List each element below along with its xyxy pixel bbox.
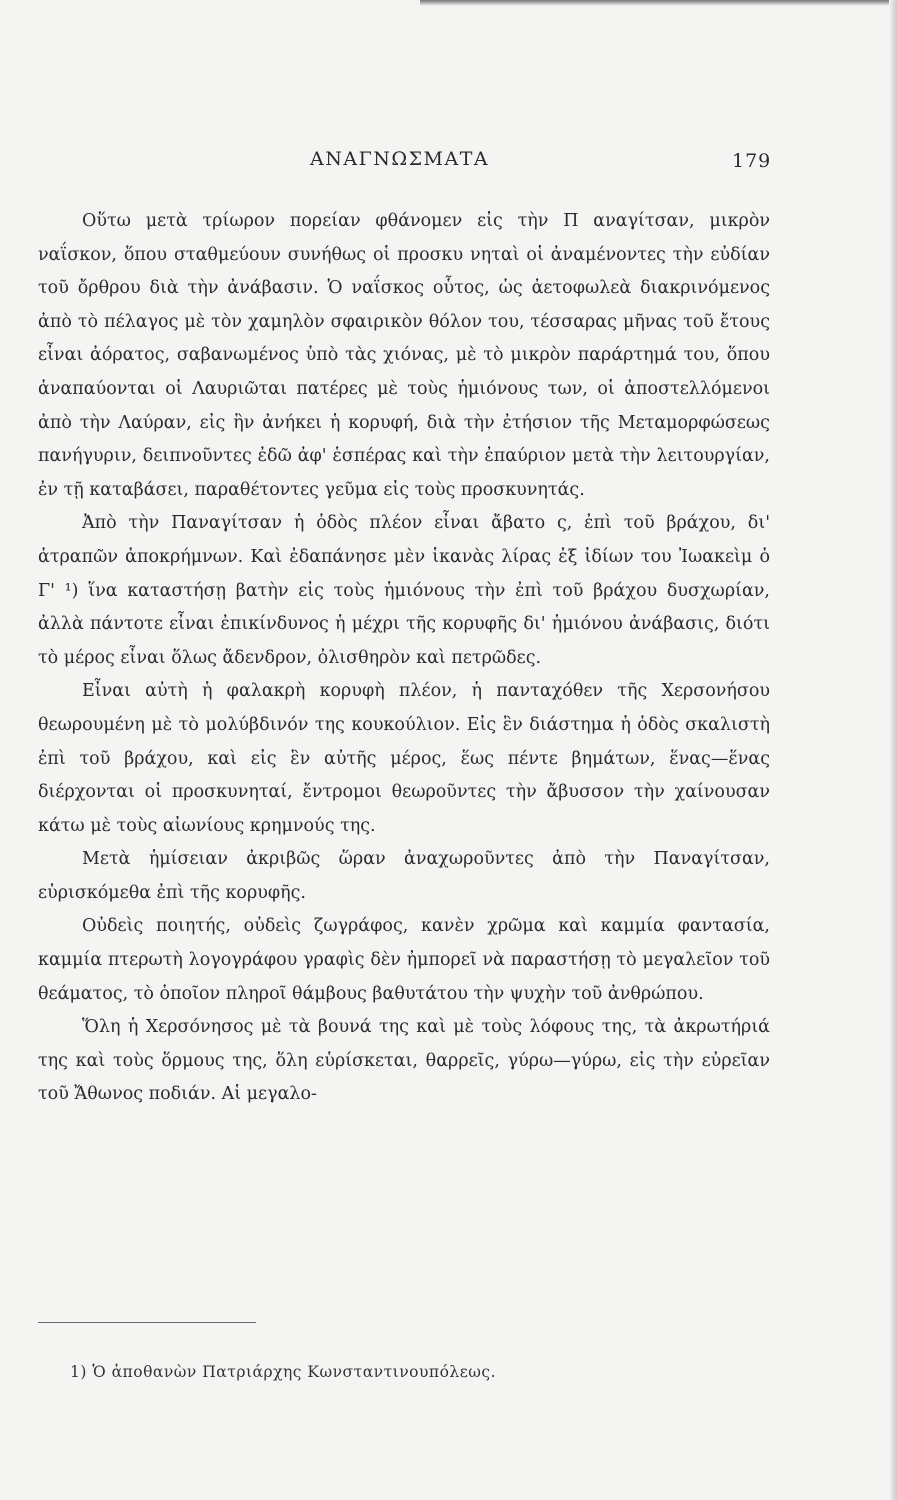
page-top-shadow [420, 0, 897, 6]
footnote: 1) Ὁ ἀποθανὼν Πατριάρχης Κωνσταντινουπόλεως. [70, 1363, 497, 1381]
paragraph: Ὅλη ἡ Χερσόνησος μὲ τὰ βουνά της καὶ μὲ τοὺς λόφους της, τὰ ἀκρωτήριά της καὶ τοὺς ὅρμους της, ὅλη εὑρίσκεται, θαρρεῖς, γύρω—γύρω, εἰς τὴν εὐρεῖαν τοῦ Ἄθωνος ποδιάν. Αἱ μεγαλο- [38, 1017, 770, 1105]
footnote-divider [38, 1322, 256, 1323]
paragraph: Οὕτω μετὰ τρίωρον πορείαν φθάνομεν εἰς τὴν Π αναγίτσαν, μικρὸν ναΐσκον, ὅπου σταθμεύουν συνήθως οἱ προσκυ νηταὶ οἱ ἀναμένοντες τὴν εὐδίαν τοῦ ὄρθρου διὰ τὴν ἀνάβασιν. Ὁ ναΐσκος οὗτος, ὡς ἀετοφωλεὰ διακρινόμενος ἀπὸ τὸ πέλαγος μὲ τὸν χαμηλὸν σφαιρικὸν θόλον του, τέσσαρας μῆνας τοῦ ἔτους εἶναι ἀόρατος, σαβανωμένος ὑπὸ τὰς χιόνας, μὲ τὸ μικρὸν παράρτημά του, ὅπου ἀναπαύονται οἱ Λαυριῶται πατέρες μὲ τοὺς ἡμιόνους των, οἱ ἀποστελλόμενοι ἀπὸ τὴν Λαύραν, εἰς ἣν ἀνήκει ἡ κορυφή, διὰ τὴν ἐτήσιον τῆς Μεταμορφώσεως πανήγυριν, δειπνοῦντες ἐδῶ ἀφ' ἑσπέρας καὶ τὴν ἐπαύριον μετὰ τὴν λειτουργίαν, ἐν τῇ καταβάσει, παραθέτοντες γεῦμα εἰς τοὺς προσκυνητάς. [38, 211, 770, 500]
page-right-edge [889, 0, 897, 1500]
paragraph: Μετὰ ἡμίσειαν ἀκριβῶς ὥραν ἀναχωροῦντες ἀπὸ τὴν Παναγίτσαν, εὑρισκόμεθα ἐπὶ τῆς κορυφῆς. [38, 849, 770, 903]
paragraph: Οὐδεὶς ποιητής, οὐδεὶς ζωγράφος, κανὲν χρῶμα καὶ καμμία φαντασία, καμμία πτερωτὴ λογογράφου γραφὶς δὲν ἠμπορεῖ νὰ παραστήσῃ τὸ μεγαλεῖον τοῦ θεάματος, τὸ ὁποῖον πληροῖ θάμβους βαθυτάτου τὴν ψυχὴν τοῦ ἀνθρώπου. [38, 916, 770, 1004]
paragraph: Ἀπὸ τὴν Παναγίτσαν ἡ ὁδὸς πλέον εἶναι ἄβατο ς, ἐπὶ τοῦ βράχου, δι' ἀτραπῶν ἀποκρήμνων. Καὶ ἐδαπάνησε μὲν ἱκανὰς λίρας ἐξ ἰδίων του Ἰωακεὶμ ὁ Γ' ¹) ἵνα καταστήσῃ βατὴν εἰς τοὺς ἡμιόνους τὴν ἐπὶ τοῦ βράχου δυσχωρίαν, ἀλλὰ πάντοτε εἶναι ἐπικίνδυνος ἡ μέχρι τῆς κορυφῆς δι' ἡμιόνου ἀνάβασις, διότι τὸ μέρος εἶναι ὅλως ἄδενδρον, ὀλισθηρὸν καὶ πετρῶδες. [38, 513, 770, 668]
page-number: 179 [732, 150, 772, 172]
running-header [0, 140, 897, 180]
paragraph: Εἶναι αὐτὴ ἡ φαλακρὴ κορυφὴ πλέον, ἡ πανταχόθεν τῆς Χερσονήσου θεωρουμένη μὲ τὸ μολύβδινόν της κουκούλιον. Εἰς ἓν διάστημα ἡ ὁδὸς σκαλιστὴ ἐπὶ τοῦ βράχου, καὶ εἰς ἓν αὐτῆς μέρος, ἕως πέντε βημάτων, ἕνας—ἕνας διέρχονται οἱ προσκυνηταί, ἔντρομοι θεωροῦντες τὴν ἄβυσσον τὴν χαίνουσαν κάτω μὲ τοὺς αἰωνίους κρημνούς της. [38, 681, 770, 836]
body-text [38, 205, 770, 1112]
running-title: ΑΝΑΓΝΩΣΜΑΤΑ [310, 148, 490, 170]
